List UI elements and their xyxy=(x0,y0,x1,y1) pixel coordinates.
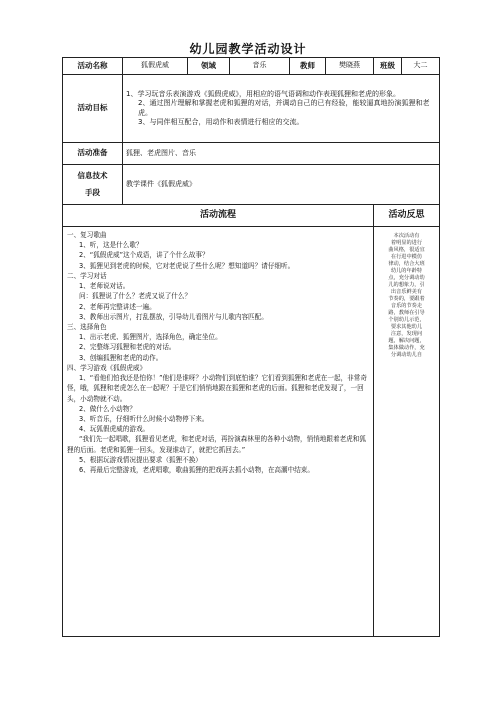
flow-item: 1、老师说对话。 xyxy=(79,282,130,291)
reflection-line: 分调动幼儿自 xyxy=(390,352,423,359)
reflection-line: 点，充分调动幼 xyxy=(388,275,425,282)
reflection-content xyxy=(374,227,440,637)
reflection-line: 个别幼儿示范， xyxy=(388,317,425,324)
goal-item: 3、与同伴相互配合，用动作和表情进行相应的交流。 xyxy=(138,117,304,126)
flow-section: 二、学习对话 xyxy=(67,271,107,280)
reflection-line: 题，解决问题， xyxy=(388,338,425,345)
flow-item: 1、出示老虎、狐狸图片，选择角色，确定坐位。 xyxy=(79,333,222,342)
teacher-value: 樊晓燕 xyxy=(326,58,374,75)
flow-item: 2、老师再完整讲述一遍。 xyxy=(79,302,156,311)
activity-name-label: 活动名称 xyxy=(63,58,123,75)
reflection-line: 着明显的进行 xyxy=(390,240,423,247)
activity-name-value: 狐假虎威 xyxy=(123,58,188,75)
reflection-line: 要求其他幼儿 xyxy=(390,324,423,331)
reflection-line: 出音乐鲜美有 xyxy=(390,289,423,296)
reflection-line: 幼儿的年龄特 xyxy=(390,268,423,275)
flow-heading: 活动流程 xyxy=(63,205,374,227)
flow-section: 一、复习歌曲 xyxy=(67,231,107,239)
flow-item: 4、玩狐假虎威的游戏。 xyxy=(79,425,150,434)
reflection-line: 律动，结合大班 xyxy=(388,261,425,268)
field-label: 领域 xyxy=(188,58,230,75)
prep-label: 活动准备 xyxy=(63,143,123,165)
flow-item: 6、再最后完整游戏，老虎唱歌，歌曲狐狸的把戏再去抓小动物，在高潮中结束。 xyxy=(79,466,314,475)
flow-item: 3、听音乐，仔细听什么时候小动物停下来。 xyxy=(79,414,209,423)
flow-section: 三、选择角色 xyxy=(67,322,107,331)
reflection-line: 注意，发现问 xyxy=(390,331,423,338)
flow-item: 3、创编狐狸和老虎的动作。 xyxy=(79,353,163,362)
flow-item: 5、根据玩游戏情况提出要求（狐狸不换） xyxy=(79,455,202,464)
class-value: 大二 xyxy=(402,58,440,75)
flow-body-row xyxy=(63,227,440,637)
prep-value: 狐狸、老虎图片、音乐 xyxy=(123,143,440,165)
goal-item: 1、学习玩音乐表演游戏《狐假虎威》，用相应的语气语调和动作表现狐狸和老虎的形象。 xyxy=(126,89,400,98)
reflection-line: 儿的想象力，引 xyxy=(388,282,425,289)
tech-label xyxy=(63,165,123,205)
reflection-line: 音乐的节奏走 xyxy=(390,303,423,310)
reflection-heading: 活动反思 xyxy=(374,205,440,227)
teacher-label: 教师 xyxy=(290,58,326,75)
flow-item: 1、听，这是什么歌？ xyxy=(79,241,143,250)
goals-content xyxy=(123,75,440,143)
reflection-line: 在行进中模仿 xyxy=(390,254,423,261)
tech-label-line1: 信息技术 xyxy=(77,171,108,181)
reflection-line: 本次活动有 xyxy=(393,233,420,239)
flow-item: 2、做什么小动物？ xyxy=(79,404,136,413)
tech-row xyxy=(63,165,440,205)
flow-item: 问：狐狸说了什么？老虎又说了什么？ xyxy=(79,292,192,301)
tech-label-line2: 手段 xyxy=(85,187,100,197)
field-value: 音乐 xyxy=(230,58,290,75)
reflection-line: 节奏的，要跟着 xyxy=(388,296,425,303)
reflection-line: 曲风格，很适宜 xyxy=(388,247,425,254)
flow-item: 3、教师出示图片，打乱摆放，引导幼儿看图片与儿歌内容匹配。 xyxy=(79,312,268,321)
flow-header-row xyxy=(63,205,440,227)
flow-item: 3、狐狸见到老虎的时候，它对老虎说了些什么呢？想知道吗？请仔细听。 xyxy=(79,261,295,270)
reflection-line: 路，教师在引导 xyxy=(388,310,425,317)
goals-row xyxy=(63,75,440,143)
page-title: 幼儿园教学活动设计 xyxy=(189,42,307,56)
tech-value: 教学课件《狐假虎威》 xyxy=(123,165,440,205)
goals-label: 活动目标 xyxy=(63,75,123,143)
class-label: 班级 xyxy=(374,58,402,75)
goal-item: 2、通过图片理解和掌握老虎和狐狸的对话，并调动自己的已有经验，能较逼真地扮演狐狸和老虎。 xyxy=(138,99,430,117)
flow-section: 四、学习游戏《狐假虎威》 xyxy=(67,363,147,372)
flow-content xyxy=(63,227,374,637)
prep-row xyxy=(63,143,440,165)
flow-paragraph: 1、“看他们怕我还是怕你！”他们是谁呀？小动物们到底怕谁？它们看到狐狸和老虎在一起，非常奇怪，哦，狐狸和老虎怎么在一起呢？于是它们悄悄地跟在狐狸和老虎的后面。狐狸和老虎发现了，一回头，小动物就不动。 xyxy=(67,374,367,403)
header-row xyxy=(63,58,440,75)
flow-item: 2、“狐假虎威”这个成语，讲了个什么故事？ xyxy=(79,251,209,260)
lesson-plan-table xyxy=(62,57,440,637)
reflection-line: 集体做动作，充 xyxy=(388,345,425,352)
flow-paragraph: “我们先一起唱歌，狐狸看见老虎，和老虎对话，再扮演森林里的各种小动物，悄悄地跟着老虎和狐狸的后面。老虎和狐狸一回头，发现谁动了，就把它抓回去。” xyxy=(67,435,366,454)
flow-item: 2、完整练习狐狸和老虎的对话。 xyxy=(79,343,176,352)
